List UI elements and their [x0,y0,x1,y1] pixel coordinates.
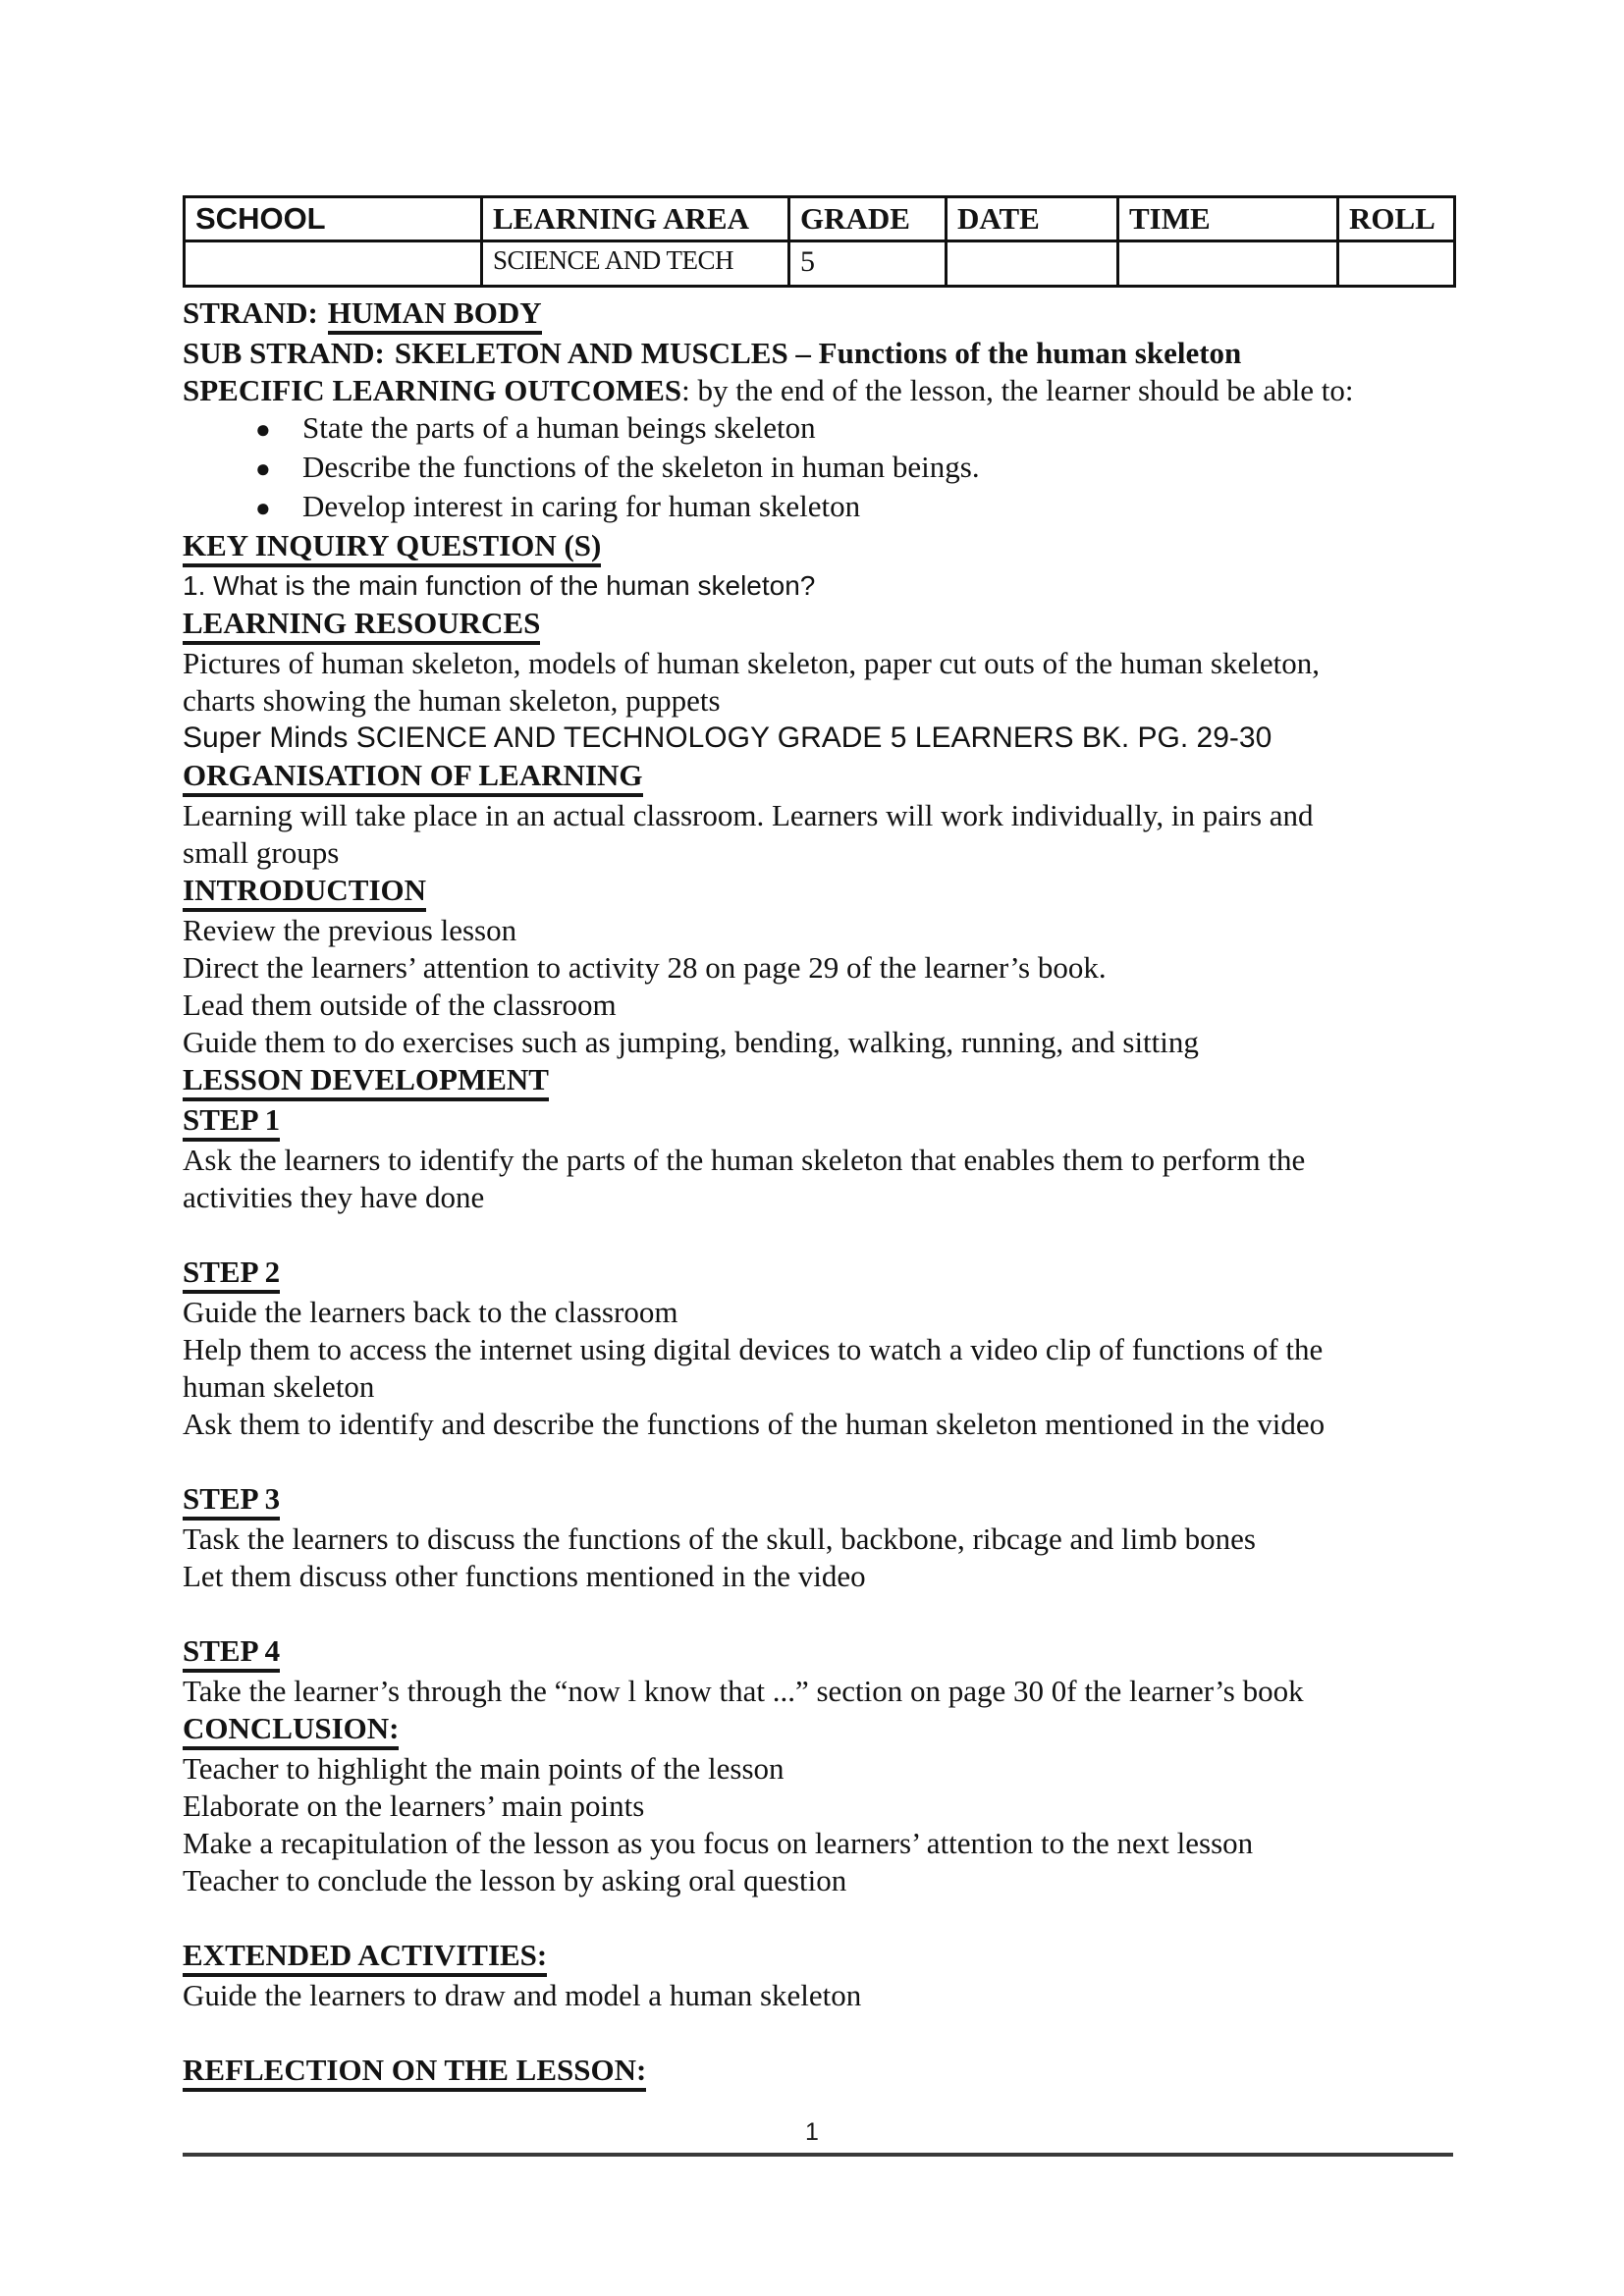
spacer [183,1595,1453,1632]
page-number: 1 [805,2118,819,2146]
learning-resources-text: Pictures of human skeleton, models of human skeleton, paper cut outs of the human skeleton, [183,646,1320,680]
table-header-time: TIME [1118,197,1338,241]
step3-text: Let them discuss other functions mentioned in the video [183,1559,866,1593]
step2-text: Guide the learners back to the classroom [183,1295,678,1329]
step1-heading: STEP 1 [183,1103,280,1142]
step3-heading-line [183,1480,1453,1521]
step3-text: Task the learners to discuss the functions of the skull, backbone, ribcage and limb bones [183,1522,1256,1556]
learning-resources-heading-line [183,605,1453,645]
extended-activities-text: Guide the learners to draw and model a human skeleton [183,1978,862,2012]
sub-strand-value: SKELETON AND MUSCLES – Functions of the human skeleton [394,336,1242,370]
conclusion-text: Teacher to conclude the lesson by asking oral question [183,1863,847,1897]
step4-heading-line [183,1632,1453,1673]
introduction-heading: INTRODUCTION [183,874,426,912]
reflection-writing-line [183,2153,1453,2157]
step2-heading: STEP 2 [183,1255,280,1294]
strand-label: STRAND: [183,295,318,330]
lesson-header-table [183,195,1456,288]
key-inquiry-heading-line [183,527,1453,567]
outcomes-label: SPECIFIC LEARNING OUTCOMES [183,373,682,407]
step2-text: Help them to access the internet using digital devices to watch a video clip of functions of the [183,1332,1324,1366]
table-header-roll: ROLL [1338,197,1455,241]
introduction-text: Guide them to do exercises such as jumping, bending, walking, running, and sitting [183,1025,1199,1059]
bullet-icon: ● [255,415,271,444]
key-inquiry-question: 1. What is the main function of the human skeleton? [183,570,816,601]
spacer [183,1443,1453,1480]
step3-heading: STEP 3 [183,1482,280,1521]
outcome-item-text: Describe the functions of the skeleton in human beings. [302,450,980,484]
table-header-row [185,197,1455,241]
bullet-icon: ● [255,454,271,483]
reflection-heading-line [183,2052,1453,2092]
spacer [183,1899,1453,1937]
table-header-grade: GRADE [789,197,947,241]
reflection-heading: REFLECTION ON THE LESSON: [183,2054,646,2092]
lesson-development-heading-line [183,1061,1453,1101]
table-cell-time [1118,241,1338,287]
table-header-learning-area: LEARNING AREA [482,197,789,241]
table-cell-grade: 5 [789,241,947,287]
learning-resources-heading: LEARNING RESOURCES [183,607,540,645]
step1-heading-line [183,1101,1453,1142]
key-inquiry-heading: KEY INQUIRY QUESTION (S) [183,529,601,567]
step1-text: Ask the learners to identify the parts of the human skeleton that enables them to perform the [183,1143,1306,1177]
conclusion-heading: CONCLUSION: [183,1712,399,1750]
step4-text: Take the learner’s through the “now l know that ...” section on page 30 0f the learner’s book [183,1674,1304,1708]
outcome-item-text: Develop interest in caring for human skeleton [302,489,861,523]
page-content [183,195,1453,2157]
organisation-text: small groups [183,835,340,870]
introduction-text: Direct the learners’ attention to activity 28 on page 29 of the learner’s book. [183,950,1107,985]
extended-activities-heading: EXTENDED ACTIVITIES: [183,1939,547,1977]
conclusion-heading-line [183,1710,1453,1750]
introduction-heading-line [183,872,1453,912]
extended-activities-heading-line [183,1937,1453,1977]
organisation-heading: ORGANISATION OF LEARNING [183,759,643,797]
outcome-item [183,488,1453,527]
table-cell-learning-area: SCIENCE AND TECH [482,241,789,287]
spacer [183,1216,1453,1254]
spacer [183,2014,1453,2052]
table-header-date: DATE [947,197,1118,241]
learning-resources-book: Super Minds SCIENCE AND TECHNOLOGY GRADE 5 LEARNERS BK. PG. 29-30 [183,721,1272,754]
step2-text: human skeleton [183,1369,375,1404]
step4-heading: STEP 4 [183,1634,280,1673]
step2-text: Ask them to identify and describe the functions of the human skeleton mentioned in the video [183,1407,1326,1441]
bullet-icon: ● [255,494,271,522]
conclusion-text: Teacher to highlight the main points of the lesson [183,1751,785,1786]
step2-heading-line [183,1254,1453,1294]
outcomes-line [183,372,1453,409]
table-cell-school [185,241,482,287]
conclusion-text: Make a recapitulation of the lesson as you focus on learners’ attention to the next lesson [183,1826,1254,1860]
table-cell-date [947,241,1118,287]
step1-text: activities they have done [183,1180,485,1214]
outcome-item [183,409,1453,449]
organisation-text: Learning will take place in an actual classroom. Learners will work individually, in pairs and [183,798,1314,832]
table-value-row [185,241,1455,287]
lesson-plan-body [183,294,1453,2157]
organisation-heading-line [183,757,1453,797]
strand-line [183,294,1453,335]
outcomes-intro: : by the end of the lesson, the learner should be able to: [681,373,1354,407]
conclusion-text: Elaborate on the learners’ main points [183,1789,645,1823]
introduction-text: Review the previous lesson [183,913,517,947]
learning-resources-text: charts showing the human skeleton, puppets [183,683,721,718]
introduction-text: Lead them outside of the classroom [183,988,617,1022]
strand-value: HUMAN BODY [328,296,542,335]
lesson-development-heading: LESSON DEVELOPMENT [183,1063,549,1101]
outcome-item [183,449,1453,488]
sub-strand-line [183,335,1453,372]
table-header-school: SCHOOL [185,197,482,241]
sub-strand-label: SUB STRAND: [183,336,385,370]
outcome-item-text: State the parts of a human beings skeleton [302,410,816,445]
table-cell-roll [1338,241,1455,287]
